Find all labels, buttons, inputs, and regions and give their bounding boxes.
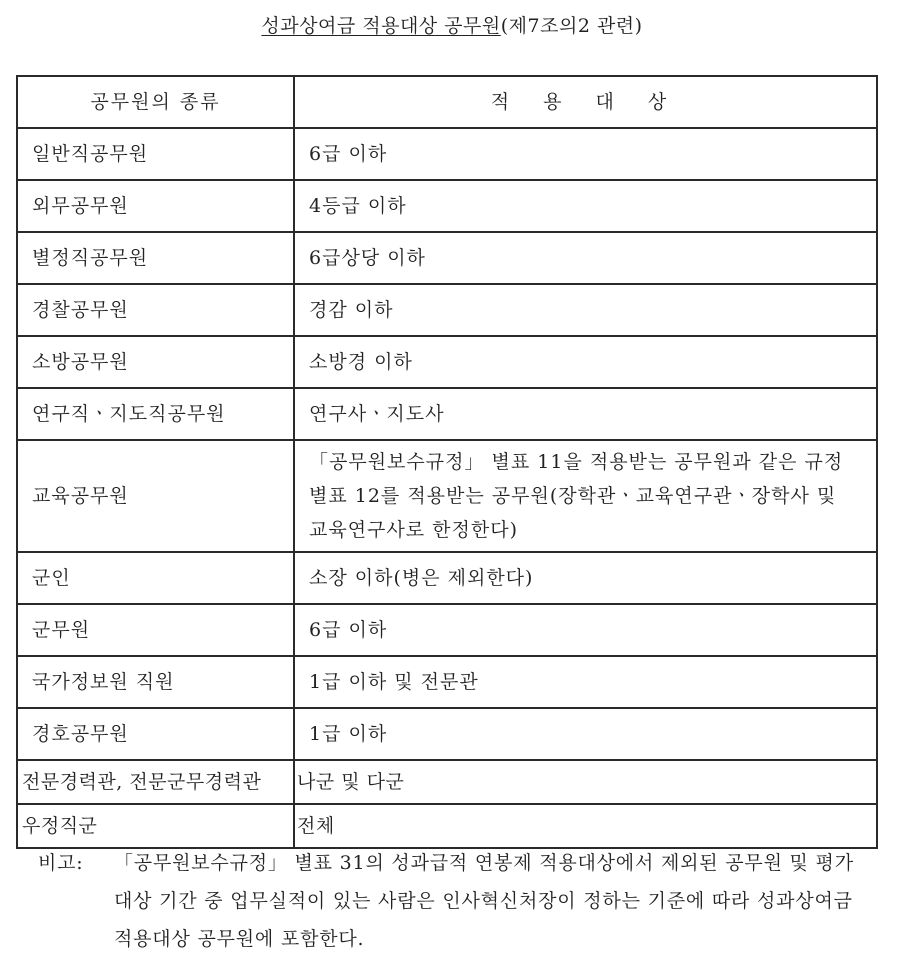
table-row [17, 656, 877, 708]
scope-cell: 경감 이하 [294, 284, 877, 336]
official-type-cell: 군인 [17, 552, 294, 604]
official-type-cell: 군무원 [17, 604, 294, 656]
table-row [17, 552, 877, 604]
scope-cell: 소방경 이하 [294, 336, 877, 388]
official-type-cell: 전문경력관, 전문군무경력관 [17, 760, 294, 804]
table-row [17, 604, 877, 656]
official-type-cell: 일반직공무원 [17, 128, 294, 180]
official-type-cell: 소방공무원 [17, 336, 294, 388]
scope-cell: 6급 이하 [294, 604, 877, 656]
eligibility-table [16, 75, 878, 849]
table-row [17, 708, 877, 760]
table-row [17, 284, 877, 336]
remarks-note [38, 844, 878, 958]
scope-cell: 나군 및 다군 [294, 760, 877, 804]
official-type-cell: 별정직공무원 [17, 232, 294, 284]
scope-cell: 1급 이하 및 전문관 [294, 656, 877, 708]
table-row [17, 440, 877, 552]
official-type-cell: 외무공무원 [17, 180, 294, 232]
table-header-row [17, 76, 877, 128]
scope-cell: 연구사ㆍ지도사 [294, 388, 877, 440]
header-applicable-scope: 적 용 대 상 [294, 76, 877, 128]
scope-cell: 「공무원보수규정」 별표 11을 적용받는 공무원과 같은 규정 별표 12를 적용받는 공무원(장학관ㆍ교육연구관ㆍ장학사 및 교육연구사로 한정한다) [294, 440, 877, 552]
header-official-type: 공무원의 종류 [17, 76, 294, 128]
official-type-cell: 연구직ㆍ지도직공무원 [17, 388, 294, 440]
title-reference: (제7조의2 관련) [500, 15, 643, 37]
table-row [17, 128, 877, 180]
scope-cell: 6급 이하 [294, 128, 877, 180]
scope-cell: 소장 이하(병은 제외한다) [294, 552, 877, 604]
table-row [17, 760, 877, 804]
table-row [17, 336, 877, 388]
official-type-cell: 국가정보원 직원 [17, 656, 294, 708]
table-row [17, 180, 877, 232]
table-row [17, 232, 877, 284]
table-row [17, 388, 877, 440]
remarks-label: 비고: [38, 852, 84, 874]
remarks-text: 「공무원보수규정」 별표 31의 성과급적 연봉제 적용대상에서 제외된 공무원 및 평가 대상 기간 중 업무실적이 있는 사람은 인사혁신처장이 정하는 기준에 따라 성과상여금 적용대상 공무원에 포함한다. [114, 852, 854, 950]
scope-cell: 4등급 이하 [294, 180, 877, 232]
official-type-cell: 교육공무원 [17, 440, 294, 552]
document-title [0, 11, 904, 38]
title-main: 성과상여금 적용대상 공무원 [261, 15, 501, 37]
scope-cell: 6급상당 이하 [294, 232, 877, 284]
official-type-cell: 우정직군 [17, 804, 294, 848]
official-type-cell: 경찰공무원 [17, 284, 294, 336]
scope-cell: 1급 이하 [294, 708, 877, 760]
table-row [17, 804, 877, 848]
official-type-cell: 경호공무원 [17, 708, 294, 760]
scope-cell: 전체 [294, 804, 877, 848]
